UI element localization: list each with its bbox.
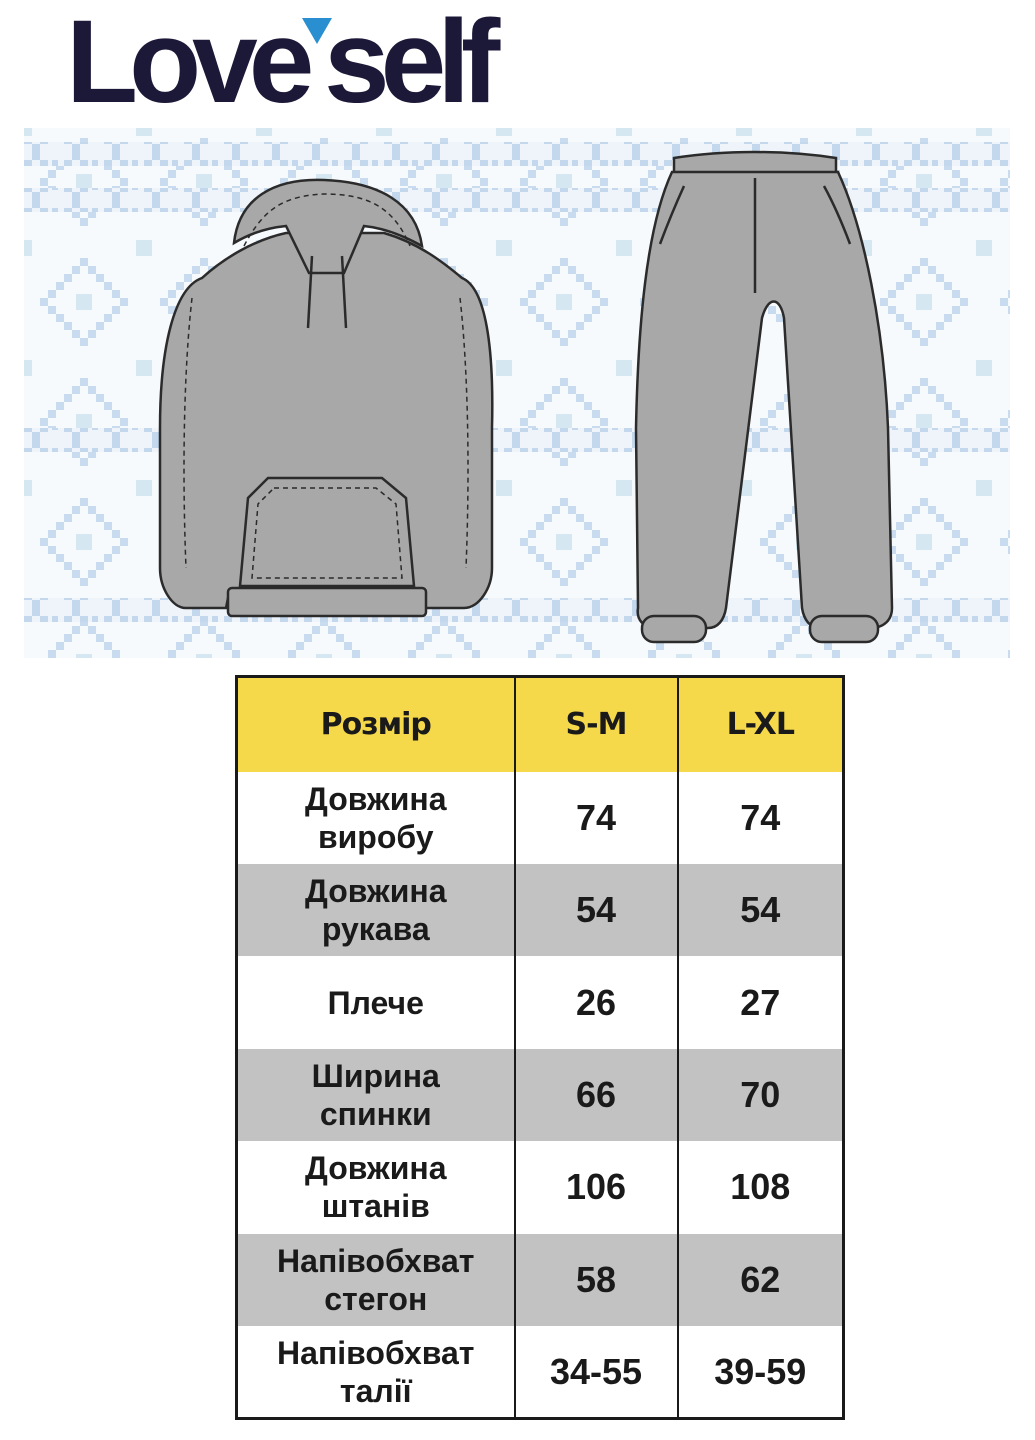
value-sm: 54 [515, 864, 678, 956]
table-row [237, 1326, 844, 1418]
row-label-line2: стегон [324, 1280, 428, 1317]
table-row [237, 1141, 844, 1233]
row-label-line1: Ширина [311, 1057, 440, 1094]
table-row [237, 864, 844, 956]
table-row [237, 1049, 844, 1141]
row-label-line1: Напівобхват [277, 1334, 475, 1371]
value-lxl: 39-59 [678, 1326, 844, 1418]
row-label [237, 1326, 515, 1418]
row-label-line1: Довжина [305, 1150, 447, 1187]
value-lxl: 74 [678, 772, 844, 864]
table-row [237, 1234, 844, 1326]
value-lxl: 27 [678, 956, 844, 1048]
row-label-line2: штанів [321, 1188, 430, 1225]
row-label [237, 772, 515, 864]
value-sm: 34-55 [515, 1326, 678, 1418]
header-size-label: Розмір [237, 677, 515, 772]
row-label-line2: рукава [321, 911, 430, 948]
svg-text:Love: Love [66, 10, 306, 110]
garment-illustration [24, 128, 1010, 658]
size-table [235, 675, 845, 1420]
row-label-line2: талії [339, 1372, 412, 1409]
row-label-line1: Плече [327, 984, 424, 1021]
value-sm: 74 [515, 772, 678, 864]
row-label-line1: Довжина [305, 873, 447, 910]
value-sm: 66 [515, 1049, 678, 1141]
value-lxl: 70 [678, 1049, 844, 1141]
header-size-lxl: L-XL [678, 677, 844, 772]
svg-text:self: self [324, 10, 492, 110]
table-row [237, 956, 844, 1048]
row-label [237, 1234, 515, 1326]
row-label-line2: спинки [319, 1095, 432, 1132]
table-row [237, 772, 844, 864]
value-lxl: 108 [678, 1141, 844, 1233]
value-sm: 58 [515, 1234, 678, 1326]
value-sm: 106 [515, 1141, 678, 1233]
row-label [237, 956, 515, 1048]
loveself-logo-icon [66, 10, 546, 110]
row-label-line2: виробу [317, 818, 434, 855]
brand-logo [66, 10, 546, 110]
header-size-sm: S-M [515, 677, 678, 772]
row-label-line1: Довжина [305, 780, 447, 817]
value-lxl: 54 [678, 864, 844, 956]
value-lxl: 62 [678, 1234, 844, 1326]
row-label [237, 1141, 515, 1233]
value-sm: 26 [515, 956, 678, 1048]
row-label [237, 1049, 515, 1141]
table-header-row [237, 677, 844, 772]
row-label-line1: Напівобхват [277, 1242, 475, 1279]
row-label [237, 864, 515, 956]
